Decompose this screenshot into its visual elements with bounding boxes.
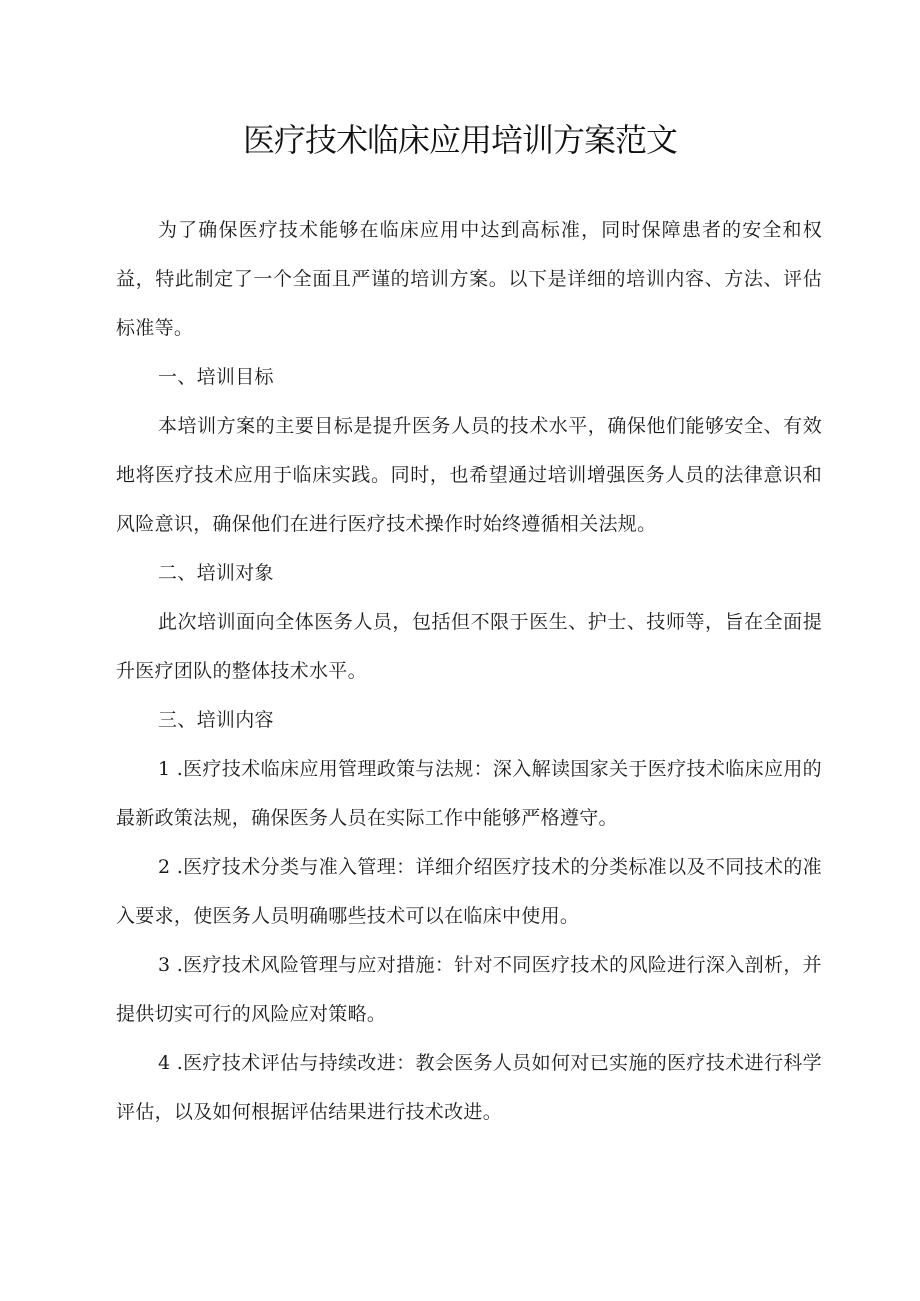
document-title: 医疗技术临床应用培训方案范文: [242, 121, 677, 159]
section-heading-goals: 一、培训目标: [158, 366, 274, 388]
goals-paragraph: 本培训方案的主要目标是提升医务人员的技术水平，确保他们能够安全、有效地将医疗技术应用于临床实践。同时，也希望通过培训增强医务人员的法律意识和风险意识，确保他们在进行医疗技术操作时始终遵循相关法规。: [116, 415, 822, 535]
content-item-1: 1 .医疗技术临床应用管理政策与法规：深入解读国家关于医疗技术临床应用的最新政策法规，确保医务人员在实际工作中能够严格遵守。: [116, 758, 822, 829]
section-heading-audience: 二、培训对象: [158, 562, 274, 584]
intro-paragraph: 为了确保医疗技术能够在临床应用中达到高标准，同时保障患者的安全和权益，特此制定了一个全面且严谨的培训方案。以下是详细的培训内容、方法、评估标准等。: [116, 219, 822, 339]
content-item-4: 4 .医疗技术评估与持续改进：教会医务人员如何对已实施的医疗技术进行科学评估，以及如何根据评估结果进行技术改进。: [116, 1052, 822, 1123]
audience-paragraph: 此次培训面向全体医务人员，包括但不限于医生、护士、技师等，旨在全面提升医疗团队的整体技术水平。: [116, 611, 822, 682]
content-item-3: 3 .医疗技术风险管理与应对措施：针对不同医疗技术的风险进行深入剖析，并提供切实可行的风险应对策略。: [116, 954, 822, 1025]
section-heading-content: 三、培训内容: [158, 709, 274, 731]
content-item-2: 2 .医疗技术分类与准入管理：详细介绍医疗技术的分类标准以及不同技术的准入要求，使医务人员明确哪些技术可以在临床中使用。: [116, 856, 822, 927]
document-body: [116, 206, 822, 1137]
